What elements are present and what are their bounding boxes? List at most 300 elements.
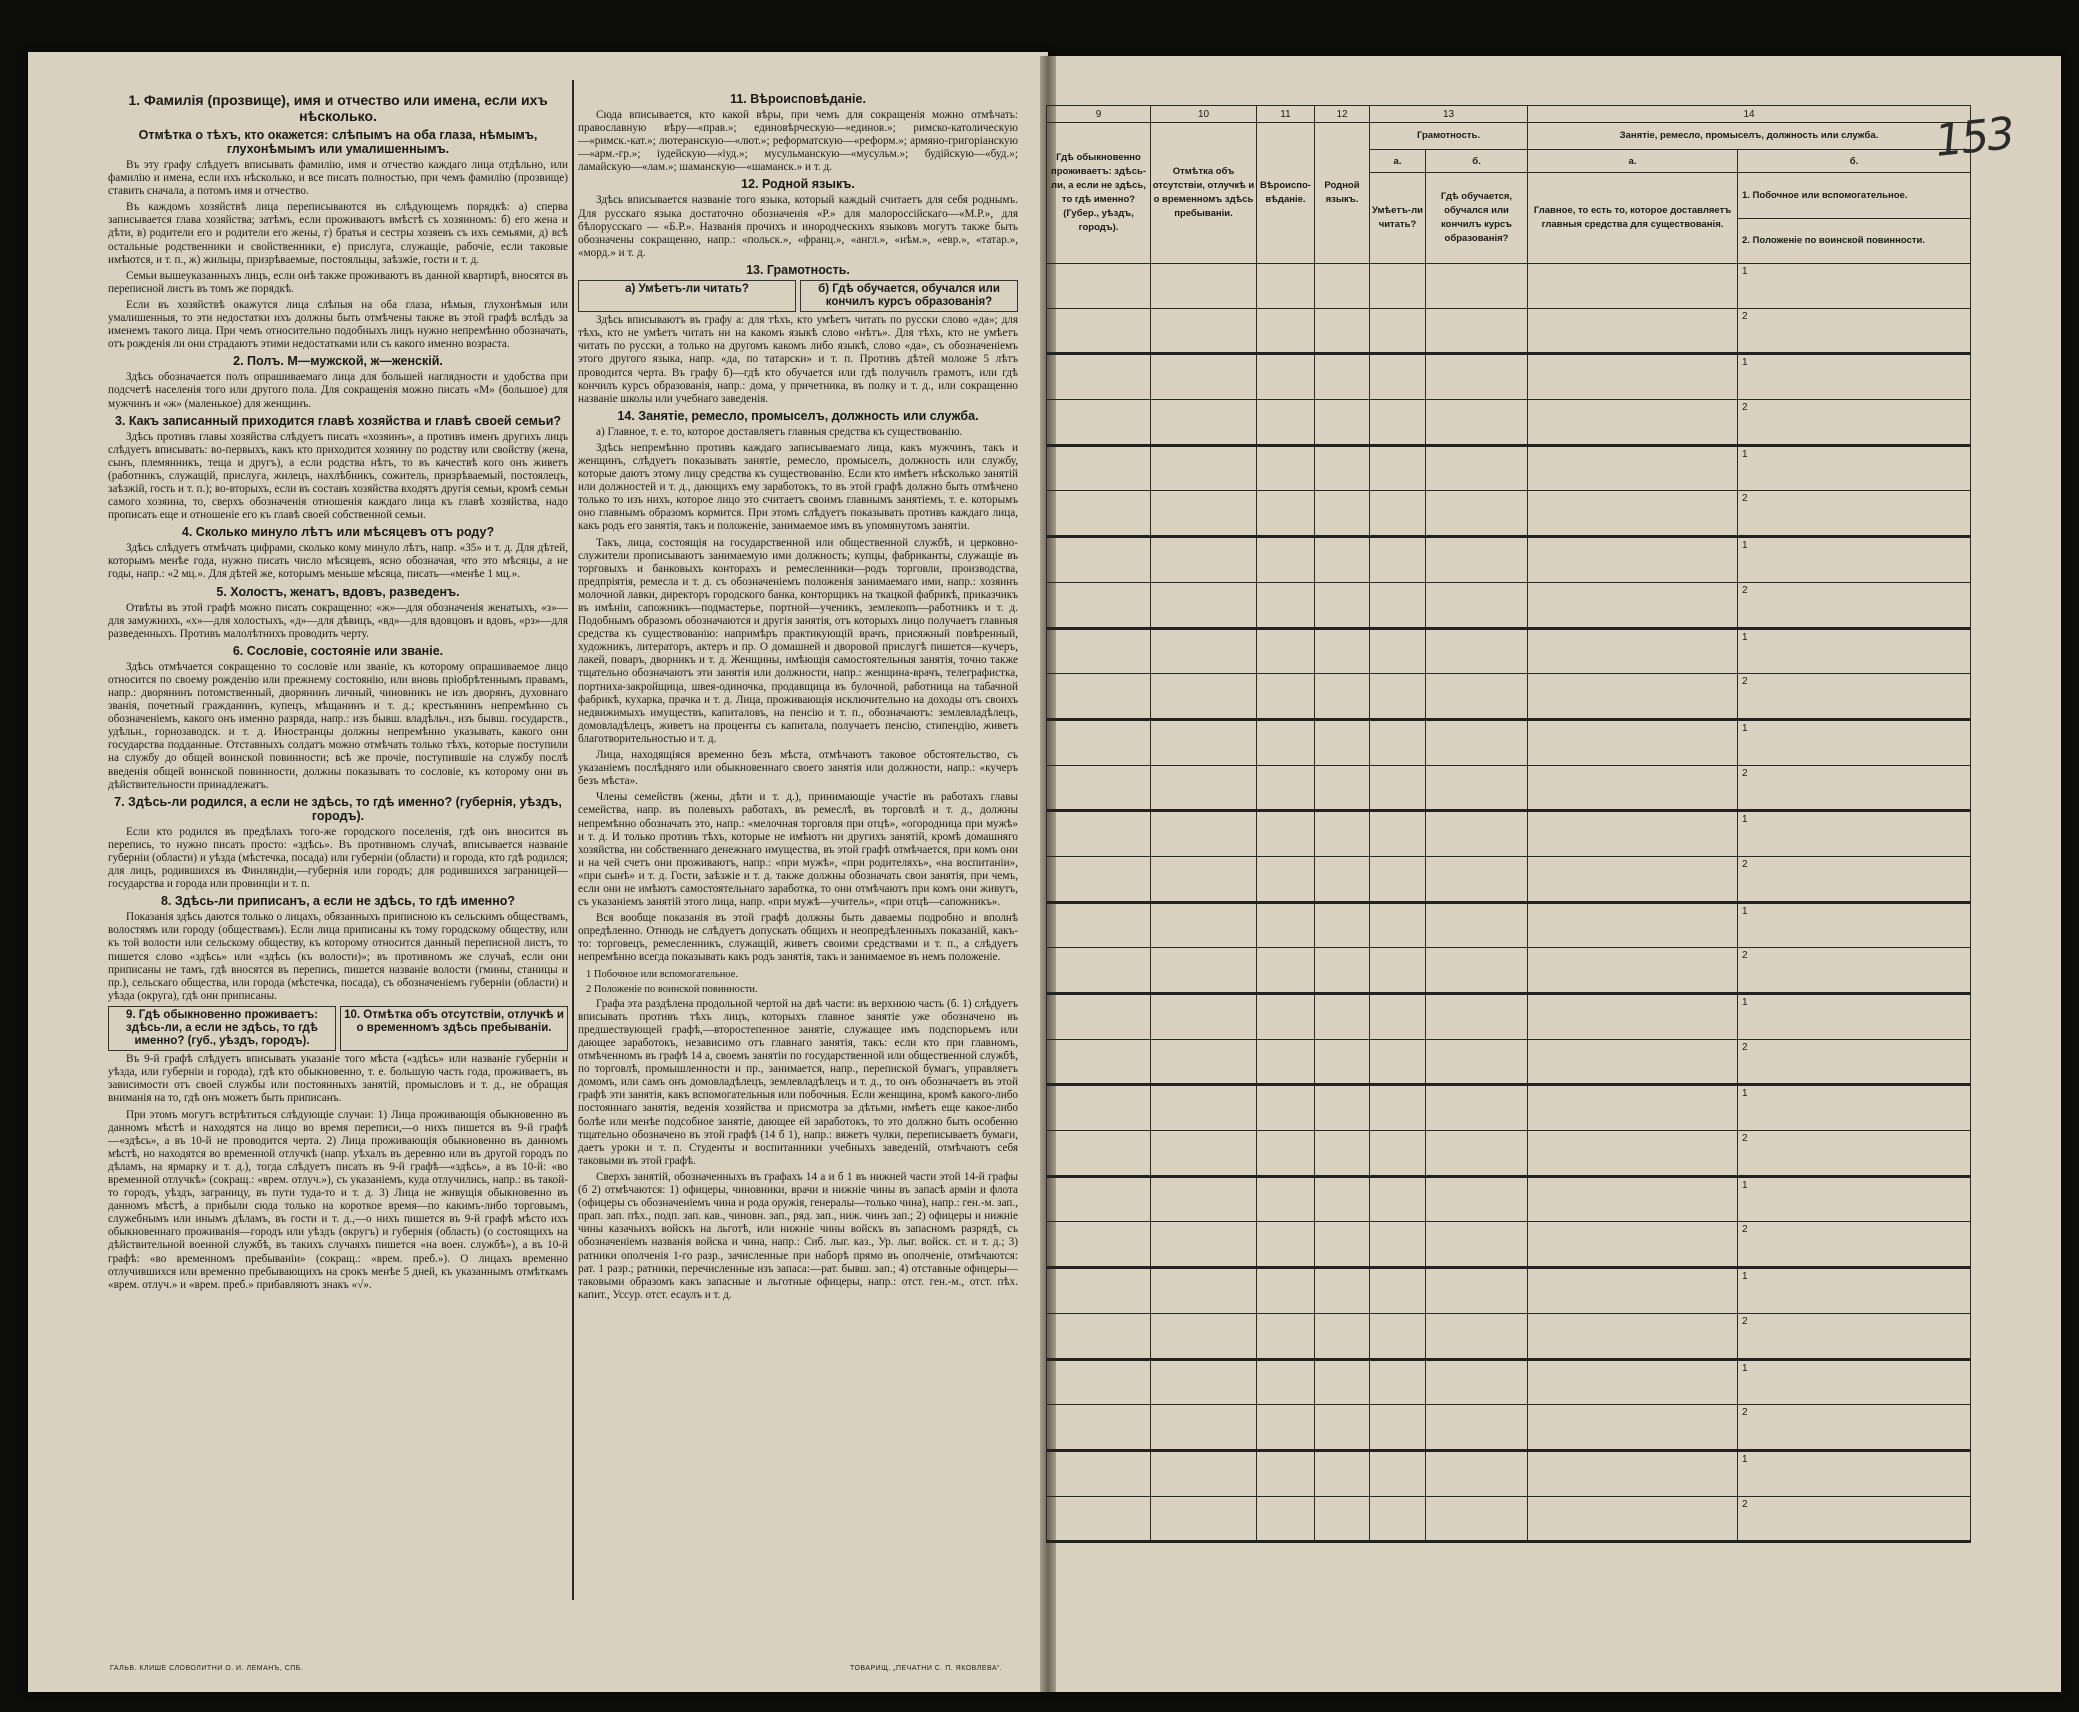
form-entry-cell[interactable]	[1426, 1313, 1528, 1359]
census-row	[1047, 308, 1971, 354]
form-entry-cell[interactable]	[1426, 811, 1528, 857]
census-row	[1047, 719, 1971, 765]
form-entry-cell[interactable]	[1315, 1313, 1370, 1359]
form-entry-cell[interactable]	[1151, 1131, 1257, 1177]
section-2-title: 2. Полъ. М—мужской, ж—женскій.	[233, 354, 443, 369]
census-row	[1047, 765, 1971, 811]
form-entry-cell[interactable]	[1426, 628, 1528, 674]
form-entry-cell[interactable]	[1528, 354, 1738, 400]
form-entry-cell[interactable]	[1426, 1176, 1528, 1222]
row-mark-cell[interactable]: 1	[1738, 1176, 1971, 1222]
form-entry-cell[interactable]	[1370, 719, 1426, 765]
row-mark-cell[interactable]: 2	[1738, 1222, 1971, 1268]
row-mark-cell[interactable]: 2	[1738, 1496, 1971, 1542]
form-entry-cell[interactable]	[1370, 582, 1426, 628]
row-mark-cell[interactable]: 2	[1738, 582, 1971, 628]
section-14b1-label: 1 Побочное или вспомогательное.	[586, 968, 739, 980]
form-entry-cell[interactable]	[1047, 1039, 1151, 1085]
census-row	[1047, 1085, 1971, 1131]
census-row	[1047, 628, 1971, 674]
form-entry-cell[interactable]	[1151, 856, 1257, 902]
header-14b-letter: б.	[1738, 150, 1971, 173]
form-entry-cell[interactable]	[1426, 1131, 1528, 1177]
form-entry-cell[interactable]	[1315, 1039, 1370, 1085]
census-row	[1047, 1176, 1971, 1222]
form-entry-cell[interactable]	[1151, 1085, 1257, 1131]
form-entry-cell[interactable]	[1426, 674, 1528, 720]
census-row	[1047, 491, 1971, 537]
section-8-title: 8. Здѣсь-ли приписанъ, а если не здѣсь, то гдѣ именно?	[160, 894, 516, 909]
form-entry-cell[interactable]	[1315, 1085, 1370, 1131]
form-entry-cell[interactable]	[1528, 628, 1738, 674]
census-row	[1047, 1496, 1971, 1542]
section-14-paragraph: Вся вообще показанія въ этой графѣ должны быть даваемы подробно и вполнѣ опредѣленно. Отнюдь не слѣдуетъ допускать общихъ и неопредѣленныхъ показаній, какъ-то: торговецъ, ремесленникъ, служащій, живетъ своими средствами и т. п., а слѣдуетъ непремѣнно всегда показывать какъ родъ занятія, такъ и занимаемое въ немъ положеніе.	[578, 912, 1018, 964]
form-entry-cell[interactable]	[1047, 537, 1151, 583]
section-13a-title: а) Умѣетъ-ли читать?	[578, 280, 796, 312]
form-entry-cell[interactable]	[1047, 948, 1151, 994]
census-row	[1047, 1359, 1971, 1405]
section-1-paragraph: Въ каждомъ хозяйствѣ лица переписываются въ слѣдующемъ порядкѣ: а) сперва записывается глава хозяйства; затѣмъ, если проживаютъ вмѣстѣ съ хозяиномъ: б) его жена и дѣти, в) родители его и родители его жены, г) братья и сестры хозяевъ съ ихъ семьями, д) всѣ остальные родственники и свойственники, е) прислуга, служащіе, рабочіе, если таковые имѣются, и т. п., ж) жильцы, призрѣваемые, постояльцы, заѣзжіе, гости и т. д.	[108, 201, 568, 266]
form-entry-cell[interactable]	[1257, 1176, 1315, 1222]
header-13b-letter: б.	[1426, 150, 1528, 173]
form-entry-cell[interactable]	[1257, 1450, 1315, 1496]
row-mark-cell[interactable]: 1	[1738, 719, 1971, 765]
column-number: 11	[1257, 106, 1315, 123]
row-mark-cell[interactable]: 2	[1738, 1405, 1971, 1451]
form-entry-cell[interactable]	[1528, 1039, 1738, 1085]
header-13a-letter: а.	[1370, 150, 1426, 173]
census-row	[1047, 1131, 1971, 1177]
form-entry-cell[interactable]	[1315, 811, 1370, 857]
form-entry-cell[interactable]	[1151, 400, 1257, 446]
row-mark-cell[interactable]: 1	[1738, 1085, 1971, 1131]
column-number-row	[1047, 106, 1971, 123]
form-entry-cell[interactable]	[1370, 354, 1426, 400]
form-entry-cell[interactable]	[1257, 354, 1315, 400]
printer-credit-left: ГАЛЬВ. КЛИШЕ СЛОВОЛИТНИ О. И. ЛЕМАНЪ, СПБ.	[110, 1665, 304, 1672]
form-entry-cell[interactable]	[1315, 1176, 1370, 1222]
form-entry-cell[interactable]	[1257, 264, 1315, 309]
row-mark-cell[interactable]: 2	[1738, 948, 1971, 994]
form-entry-cell[interactable]	[1047, 1268, 1151, 1314]
form-entry-cell[interactable]	[1257, 765, 1315, 811]
census-form-table	[1046, 105, 1971, 1543]
census-row	[1047, 994, 1971, 1040]
form-entry-cell[interactable]	[1151, 1176, 1257, 1222]
section-2-paragraph: Здѣсь обозначается полъ опрашиваемаго лица для большей наглядности и удобства при подсчетѣ населенія того или другого пола. Для сокращенія можно писать «М» (большое) для мужчинъ и «ж» (маленькое) для женщинъ.	[108, 371, 568, 410]
section-12-title: 12. Родной языкъ.	[741, 177, 855, 192]
form-entry-cell[interactable]	[1257, 902, 1315, 948]
section-9-title: 9. Гдѣ обыкновенно проживаетъ: здѣсь-ли, а если не здѣсь, то гдѣ именно? (губ., уѣздъ, городъ).	[108, 1006, 336, 1051]
form-entry-cell[interactable]	[1151, 308, 1257, 354]
row-mark-cell[interactable]: 1	[1738, 354, 1971, 400]
form-entry-cell[interactable]	[1370, 1085, 1426, 1131]
row-mark-cell[interactable]: 1	[1738, 445, 1971, 491]
form-entry-cell[interactable]	[1151, 354, 1257, 400]
form-entry-cell[interactable]	[1370, 264, 1426, 309]
section-9-paragraph: При этомъ могутъ встрѣтиться слѣдующіе случаи: 1) Лица проживающія обыкновенно въ данномъ мѣстѣ и находятся на лицо во время переписи,—о нихъ пишется въ 9-й графѣ—«здѣсь», а въ 10-й не проводится черта. 2) Лица проживающія обыкновенно въ данномъ мѣстѣ, но находятся во временной отлучкѣ (напр. уѣхалъ въ деревню или въ другой городъ по дѣламъ, на ярмарку и т. д.), тогда слѣдуетъ писать въ 9-й графѣ—«здѣсь», а въ 10-й: «во временной отлучкѣ» (сокращ.: «врем. отлуч.»), съ указаніемъ, куда отлучились, напр.: въ такой-то городъ, уѣздъ, заграницу, въ пути туда-то и т. д. 3) Лица не живущія обыкновенно въ данномъ мѣстѣ, а прибыли сюда только на короткое время—по какимъ-либо торговымъ, служебнымъ или инымъ дѣламъ, въ гости и т. д.,—о нихъ пишется въ 9-й графѣ мѣсто ихъ обыкновеннаго проживанія—городъ или уѣздъ (округъ) и губернія (область) (о состоящихъ на дѣйствительной военной службѣ, въ такихъ случаяхъ пишется «на воен. службѣ»), а въ 10-й графѣ: «во временномъ пребываніи» (сокращ.: «врем. преб.»). О лицахъ временно отлучившихся или временно пребывающихъ на срокъ менѣе 5 дней, къ указаннымъ отмѣткамъ «врем. отлуч.» и «врем. преб.» прибавляютъ знакъ «√».	[108, 1108, 568, 1291]
form-entry-cell[interactable]	[1047, 445, 1151, 491]
form-entry-cell[interactable]	[1370, 1131, 1426, 1177]
form-entry-cell[interactable]	[1426, 1496, 1528, 1542]
form-entry-cell[interactable]	[1315, 491, 1370, 537]
form-entry-cell[interactable]	[1426, 400, 1528, 446]
form-entry-cell[interactable]	[1257, 856, 1315, 902]
form-entry-cell[interactable]	[1047, 582, 1151, 628]
instructions-left-column	[108, 90, 568, 1295]
form-entry-cell[interactable]	[1047, 628, 1151, 674]
form-entry-cell[interactable]	[1151, 537, 1257, 583]
section-4-paragraph: Здѣсь слѣдуетъ отмѣчать цифрами, сколько кому минуло лѣтъ, напр. «35» и т. д. Для дѣтей, которымъ менѣе года, нужно писать число мѣсяцевъ, ясно обозначая, что это мѣсяцы, а не годы, напр.: «2 мц.». Для дѣтей же, которымъ меньше мѣсяца, писать—«менѣе 1 мц.».	[108, 542, 568, 581]
section-1-title: 1. Фамилія (прозвище), имя и отчество или имена, если ихъ нѣсколько.	[128, 92, 548, 124]
form-entry-cell[interactable]	[1528, 400, 1738, 446]
form-entry-cell[interactable]	[1528, 1085, 1738, 1131]
form-entry-cell[interactable]	[1528, 1496, 1738, 1542]
form-entry-cell[interactable]	[1257, 445, 1315, 491]
form-entry-cell[interactable]	[1528, 1313, 1738, 1359]
form-entry-cell[interactable]	[1047, 1450, 1151, 1496]
form-entry-cell[interactable]	[1528, 1176, 1738, 1222]
form-entry-cell[interactable]	[1426, 1085, 1528, 1131]
census-row	[1047, 856, 1971, 902]
form-entry-cell[interactable]	[1426, 719, 1528, 765]
form-entry-cell[interactable]	[1151, 264, 1257, 309]
form-entry-cell[interactable]	[1528, 856, 1738, 902]
form-entry-cell[interactable]	[1370, 1176, 1426, 1222]
form-entry-cell[interactable]	[1047, 1313, 1151, 1359]
form-entry-cell[interactable]	[1151, 948, 1257, 994]
form-entry-cell[interactable]	[1426, 856, 1528, 902]
form-entry-cell[interactable]	[1047, 765, 1151, 811]
form-entry-cell[interactable]	[1370, 674, 1426, 720]
form-entry-cell[interactable]	[1426, 264, 1528, 309]
form-entry-cell[interactable]	[1315, 400, 1370, 446]
form-entry-cell[interactable]	[1528, 491, 1738, 537]
row-mark-cell[interactable]: 2	[1738, 1039, 1971, 1085]
form-entry-cell[interactable]	[1151, 1313, 1257, 1359]
form-entry-cell[interactable]	[1370, 1313, 1426, 1359]
column-number: 14	[1528, 106, 1971, 123]
form-entry-cell[interactable]	[1426, 1268, 1528, 1314]
form-entry-cell[interactable]	[1257, 1131, 1315, 1177]
form-entry-cell[interactable]	[1151, 994, 1257, 1040]
form-entry-cell[interactable]	[1315, 674, 1370, 720]
form-entry-cell[interactable]	[1528, 902, 1738, 948]
form-entry-cell[interactable]	[1370, 628, 1426, 674]
form-entry-cell[interactable]	[1370, 308, 1426, 354]
form-entry-cell[interactable]	[1426, 308, 1528, 354]
form-entry-cell[interactable]	[1151, 628, 1257, 674]
form-entry-cell[interactable]	[1047, 1496, 1151, 1542]
form-entry-cell[interactable]	[1257, 628, 1315, 674]
form-entry-cell[interactable]	[1370, 1359, 1426, 1405]
form-entry-cell[interactable]	[1426, 445, 1528, 491]
form-entry-cell[interactable]	[1315, 994, 1370, 1040]
row-mark-cell[interactable]: 1	[1738, 628, 1971, 674]
form-entry-cell[interactable]	[1426, 491, 1528, 537]
section-1-note: Отмѣтка о тѣхъ, кто окажется: слѣпымъ на оба глаза, нѣмымъ, глухонѣмымъ или умалишеннымъ.	[138, 128, 538, 156]
form-entry-cell[interactable]	[1370, 1405, 1426, 1451]
form-entry-cell[interactable]	[1528, 1405, 1738, 1451]
form-entry-cell[interactable]	[1370, 856, 1426, 902]
row-mark-cell[interactable]: 1	[1738, 537, 1971, 583]
form-entry-cell[interactable]	[1426, 354, 1528, 400]
form-entry-cell[interactable]	[1528, 264, 1738, 309]
column-heading-row	[1047, 123, 1971, 150]
form-entry-cell[interactable]	[1257, 491, 1315, 537]
row-mark-cell[interactable]: 1	[1738, 811, 1971, 857]
form-entry-cell[interactable]	[1426, 582, 1528, 628]
census-row	[1047, 811, 1971, 857]
printer-credit-right: ТОВАРИЩ. „ПЕЧАТНИ С. П. ЯКОВЛЕВА“.	[850, 1665, 1003, 1672]
form-entry-cell[interactable]	[1528, 811, 1738, 857]
form-entry-cell[interactable]	[1257, 948, 1315, 994]
form-entry-cell[interactable]	[1528, 674, 1738, 720]
form-entry-cell[interactable]	[1315, 628, 1370, 674]
census-row	[1047, 674, 1971, 720]
form-entry-cell[interactable]	[1528, 1268, 1738, 1314]
census-form-body	[1047, 264, 1971, 1542]
form-entry-cell[interactable]	[1151, 445, 1257, 491]
column-divider	[572, 80, 574, 1600]
census-row	[1047, 264, 1971, 309]
section-8-paragraph: Показанія здѣсь даются только о лицахъ, обязанныхъ приписною къ сельскимъ обществамъ, волостямъ или городу (обществамъ). Если лица приписаны къ тому городскому обществу, или къ той волости или сельскому обществу, къ которому относится данный переписной листъ, то пишется слово «здѣсь» или «здѣсь (къ волости)»; въ противномъ же случаѣ, если они приписаны не тамъ, гдѣ вносятся въ перепись, пишется названіе волости (гмины, станицы и пр.), сельскаго общества, или города (мѣстечка, посада), съ обозначеніемъ губерніи (области) и уѣзда (округа), гдѣ они приписаны.	[108, 911, 568, 1002]
form-entry-cell[interactable]	[1047, 856, 1151, 902]
form-entry-cell[interactable]	[1315, 719, 1370, 765]
form-entry-cell[interactable]	[1257, 1405, 1315, 1451]
form-entry-cell[interactable]	[1257, 1496, 1315, 1542]
form-entry-cell[interactable]	[1151, 674, 1257, 720]
form-entry-cell[interactable]	[1257, 1313, 1315, 1359]
form-entry-cell[interactable]	[1528, 719, 1738, 765]
form-entry-cell[interactable]	[1047, 400, 1151, 446]
form-entry-cell[interactable]	[1151, 1450, 1257, 1496]
header-education: Гдѣ обучается, обучался или кончилъ курсъ образованія?	[1426, 173, 1528, 264]
form-entry-cell[interactable]	[1151, 1405, 1257, 1451]
form-entry-cell[interactable]	[1047, 264, 1151, 309]
form-entry-cell[interactable]	[1257, 582, 1315, 628]
form-entry-cell[interactable]	[1315, 902, 1370, 948]
form-entry-cell[interactable]	[1047, 811, 1151, 857]
form-entry-cell[interactable]	[1047, 1405, 1151, 1451]
census-row	[1047, 445, 1971, 491]
column-number: 10	[1151, 106, 1257, 123]
form-entry-cell[interactable]	[1151, 1039, 1257, 1085]
form-entry-cell[interactable]	[1151, 1359, 1257, 1405]
census-row	[1047, 537, 1971, 583]
header-can-read: Умѣетъ-ли читать?	[1370, 173, 1426, 264]
row-mark-cell[interactable]: 1	[1738, 902, 1971, 948]
census-row	[1047, 948, 1971, 994]
form-entry-cell[interactable]	[1257, 537, 1315, 583]
form-entry-cell[interactable]	[1315, 948, 1370, 994]
form-entry-cell[interactable]	[1047, 902, 1151, 948]
form-entry-cell[interactable]	[1370, 948, 1426, 994]
form-entry-cell[interactable]	[1151, 902, 1257, 948]
form-entry-cell[interactable]	[1370, 811, 1426, 857]
section-13-title: 13. Грамотность.	[746, 262, 850, 277]
form-entry-cell[interactable]	[1257, 1359, 1315, 1405]
form-entry-cell[interactable]	[1370, 1268, 1426, 1314]
form-entry-cell[interactable]	[1047, 491, 1151, 537]
form-entry-cell[interactable]	[1151, 582, 1257, 628]
form-entry-cell[interactable]	[1047, 1222, 1151, 1268]
row-mark-cell[interactable]: 2	[1738, 765, 1971, 811]
form-entry-cell[interactable]	[1315, 1496, 1370, 1542]
section-14b2-label: 2 Положеніе по воинской повинности.	[586, 983, 758, 995]
header-native-language: Родной языкъ.	[1315, 123, 1370, 264]
form-entry-cell[interactable]	[1315, 1450, 1370, 1496]
form-entry-cell[interactable]	[1257, 1085, 1315, 1131]
form-entry-cell[interactable]	[1257, 674, 1315, 720]
form-entry-cell[interactable]	[1315, 765, 1370, 811]
form-entry-cell[interactable]	[1315, 1359, 1370, 1405]
section-10-title: 10. Отмѣтка объ отсутствіи, отлучкѣ и о временномъ здѣсь пребываніи.	[340, 1006, 568, 1051]
form-entry-cell[interactable]	[1047, 1359, 1151, 1405]
form-entry-cell[interactable]	[1257, 811, 1315, 857]
row-mark-cell[interactable]: 2	[1738, 1131, 1971, 1177]
form-entry-cell[interactable]	[1315, 354, 1370, 400]
form-entry-cell[interactable]	[1315, 445, 1370, 491]
form-entry-cell[interactable]	[1528, 1131, 1738, 1177]
form-entry-cell[interactable]	[1370, 445, 1426, 491]
header-14b2: 2. Положеніе по воинской повинности.	[1742, 234, 1926, 246]
form-entry-cell[interactable]	[1426, 1222, 1528, 1268]
form-entry-cell[interactable]	[1257, 308, 1315, 354]
census-row	[1047, 1268, 1971, 1314]
form-entry-cell[interactable]	[1151, 1222, 1257, 1268]
form-entry-cell[interactable]	[1315, 856, 1370, 902]
form-entry-cell[interactable]	[1370, 1039, 1426, 1085]
form-entry-cell[interactable]	[1528, 537, 1738, 583]
form-entry-cell[interactable]	[1528, 1359, 1738, 1405]
section-1-paragraph: Если въ хозяйствѣ окажутся лица слѣпыя на оба глаза, нѣмыя, глухонѣмыя или умалишенныя, то эти недостатки ихъ должны быть отмѣчены также въ этой графѣ вслѣдъ за именемъ такого лица. При чемъ относительно подобныхъ лицъ нужно непремѣнно обозначать, отъ рожденія ли они страдаютъ этими недостатками или съ какого именно возраста.	[108, 298, 568, 351]
section-13-paragraph: Здѣсь вписываютъ въ графу а: для тѣхъ, кто умѣетъ читать по русски слово «да»; для тѣхъ, кто не умѣетъ читать ни на какомъ языкѣ слово «нѣтъ». Для тѣхъ, кто не умѣетъ читать по русски, а только на другомъ какомъ либо языкѣ, слово «да», съ обозначеніемъ этого другого языка, напр. «да, по татарски» и т. п. Противъ дѣтей моложе 5 лѣтъ проводится черта. Въ графу б)—гдѣ кто обучается или гдѣ получилъ грамотъ, или гдѣ кончилъ курсъ образованія, напр.: дома, у причетника, въ полку и т. д., или сокращенно названіе школы или учебнаго заведенія.	[578, 314, 1018, 405]
form-entry-cell[interactable]	[1528, 948, 1738, 994]
form-entry-cell[interactable]	[1315, 1268, 1370, 1314]
census-row	[1047, 1450, 1971, 1496]
row-mark-cell[interactable]: 2	[1738, 856, 1971, 902]
row-mark-cell[interactable]: 2	[1738, 1313, 1971, 1359]
form-entry-cell[interactable]	[1151, 1268, 1257, 1314]
form-entry-cell[interactable]	[1370, 491, 1426, 537]
row-mark-cell[interactable]: 2	[1738, 400, 1971, 446]
census-row	[1047, 354, 1971, 400]
form-entry-cell[interactable]	[1370, 994, 1426, 1040]
section-14-paragraph: Здѣсь непремѣнно противъ каждаго записываемаго лица, какъ мужчинъ, такъ и женщинъ, слѣдуетъ показывать занятіе, ремесло, промыселъ, должность или службу, которые даютъ этому лицу средства къ существованію. Если кто имѣетъ нѣсколько занятій или должностей и т. д., дающихъ ему заработокъ, то въ этой графѣ должно быть отмѣчено только то изъ нихъ, которое лицо это считаетъ своимъ главнымъ занятіемъ, т. е. которымъ оно главнымъ образомъ кормится. При этомъ слѣдуетъ показывать противъ каждаго лица, какъ родъ его занятія, такъ и положеніе, занимаемое имъ въ упомянутомъ занятіи.	[578, 441, 1018, 533]
form-entry-cell[interactable]	[1257, 1222, 1315, 1268]
form-entry-cell[interactable]	[1047, 1176, 1151, 1222]
form-entry-cell[interactable]	[1426, 1039, 1528, 1085]
section-14-subtitle: а) Главное, т. е. то, которое доставляетъ главныя средства къ существованію.	[596, 425, 963, 438]
form-entry-cell[interactable]	[1528, 1450, 1738, 1496]
row-mark-cell[interactable]: 2	[1738, 674, 1971, 720]
census-row	[1047, 1313, 1971, 1359]
section-5-paragraph: Отвѣты въ этой графѣ можно писать сокращенно: «ж»—для обозначенія женатыхъ, «з»—для замужнихъ, «х»—для холостыхъ, «д»—для дѣвицъ, «вд»—для вдовцовъ и вдовъ, «рз»—для разведенныхъ. Противъ малолѣтнихъ проводить черту.	[108, 601, 568, 640]
form-entry-cell[interactable]	[1151, 765, 1257, 811]
section-1-paragraph: Семьи вышеуказанныхъ лицъ, если онѣ также проживаютъ въ данной квартирѣ, вносятся въ переписной листъ въ томъ же порядкѣ.	[108, 269, 568, 295]
form-entry-cell[interactable]	[1528, 308, 1738, 354]
form-entry-cell[interactable]	[1528, 582, 1738, 628]
form-entry-cell[interactable]	[1257, 1268, 1315, 1314]
form-entry-cell[interactable]	[1315, 1222, 1370, 1268]
form-entry-cell[interactable]	[1370, 537, 1426, 583]
row-mark-cell[interactable]: 1	[1738, 264, 1971, 309]
form-entry-cell[interactable]	[1047, 674, 1151, 720]
row-mark-cell[interactable]: 1	[1738, 994, 1971, 1040]
row-mark-cell[interactable]: 2	[1738, 491, 1971, 537]
form-entry-cell[interactable]	[1426, 994, 1528, 1040]
form-entry-cell[interactable]	[1315, 1131, 1370, 1177]
form-entry-cell[interactable]	[1426, 537, 1528, 583]
form-entry-cell[interactable]	[1151, 491, 1257, 537]
form-entry-cell[interactable]	[1528, 765, 1738, 811]
form-entry-cell[interactable]	[1370, 902, 1426, 948]
form-entry-cell[interactable]	[1315, 308, 1370, 354]
row-mark-cell[interactable]: 2	[1738, 308, 1971, 354]
form-entry-cell[interactable]	[1370, 1222, 1426, 1268]
form-entry-cell[interactable]	[1315, 264, 1370, 309]
form-entry-cell[interactable]	[1370, 1496, 1426, 1542]
form-entry-cell[interactable]	[1528, 1222, 1738, 1268]
form-entry-cell[interactable]	[1426, 1450, 1528, 1496]
section-14-paragraph: Такъ, лица, состоящія на государственной или общественной службѣ, и церковно-служители прописываютъ занимаемую ими должность; купцы, фабриканты, служащіе въ торговыхъ и банковыхъ конторахъ и ремесленники—родъ торговли, производства, предпріятія, ремесла и т. д. съ обозначеніемъ положенія занимаемаго ими, напр.: хозяинъ молочной лавки, директоръ городского банка, конторщикъ на ткацкой фабрикѣ, приказчикъ въ имѣніи, сапожникъ—подмастерье, портной—ученикъ, землекопъ—работникъ и т. д. Подобнымъ образомъ обозначаются и другія занятія, отъ которыхъ лицо получаетъ главныя средства къ существованію: напримѣръ практикующій врачъ, присяжный повѣренный, художникъ, литераторъ, актеръ и пр. О домашней и дворовой прислугѣ пишется—кучеръ, лакей, поваръ, дворникъ и т. д. Женщины, имѣющія самостоятельныя занятія, точно также тщательно обозначаютъ эти занятія или должности, напр.: женщина-врачъ, телеграфистка, портниха-закройщица, швея-одиночка, продавщица въ булочной, работница на табачной фабрикѣ, кухарка, прачка и т. д. Лица, проживающія исключительно на доходы отъ своихъ недвижимыхъ имуществъ, капиталовъ, на пенсію и т. п., обозначаютъ: землевладѣлецъ, домовладѣлецъ, живетъ на проценты съ капитала, получаетъ пенсію, стипендію, живетъ благотворительностью и т. д.	[578, 536, 1018, 745]
handwritten-page-number: 153	[1932, 108, 2016, 167]
census-row	[1047, 400, 1971, 446]
form-entry-cell[interactable]	[1151, 719, 1257, 765]
form-entry-cell[interactable]	[1151, 811, 1257, 857]
form-entry-cell[interactable]	[1257, 994, 1315, 1040]
row-mark-cell[interactable]: 1	[1738, 1359, 1971, 1405]
header-occupation: Занятіе, ремесло, промыселъ, должность или служба.	[1528, 123, 1971, 150]
form-entry-cell[interactable]	[1047, 719, 1151, 765]
form-entry-cell[interactable]	[1315, 582, 1370, 628]
form-entry-cell[interactable]	[1370, 400, 1426, 446]
row-mark-cell[interactable]: 1	[1738, 1268, 1971, 1314]
section-14-paragraph: Члены семействъ (жены, дѣти и т. д.), принимающіе участіе въ работахъ главы семейства, напр. въ полевыхъ работахъ, въ ремеслѣ, въ торговлѣ и т. д., должны непремѣнно обозначать это, напр.: «мелочная торговля при отцѣ», «огородница при мужѣ» и т. д. И только противъ тѣхъ, которые не имѣютъ ни другихъ занятій, кромѣ домашняго хозяйства, ни собственнаго денежнаго имущества, въ этой графѣ отмѣчается, при комъ они и на чей счетъ они проживаютъ, напр.: «при мужѣ», «при родителяхъ», «на воспитаніи», «при сынѣ» и т. д. Гости, заѣзжіе и т. д. также должны обозначать свои занятія, при чемъ, если они не имѣютъ самостоятельнаго заработка, то они отмѣчаютъ при комъ они живутъ, съ указаніемъ занятій этого лица, напр. «при мужѣ—учитель», «при отцѣ—сапожникъ».	[578, 791, 1018, 909]
form-entry-cell[interactable]	[1257, 1039, 1315, 1085]
form-entry-cell[interactable]	[1528, 994, 1738, 1040]
form-entry-cell[interactable]	[1370, 765, 1426, 811]
form-entry-cell[interactable]	[1047, 1085, 1151, 1131]
form-entry-cell[interactable]	[1426, 765, 1528, 811]
form-entry-cell[interactable]	[1315, 537, 1370, 583]
section-13b-title: б) Гдѣ обучается, обучался или кончилъ курсъ образованія?	[800, 280, 1018, 312]
form-entry-cell[interactable]	[1047, 354, 1151, 400]
form-entry-cell[interactable]	[1528, 445, 1738, 491]
form-entry-cell[interactable]	[1426, 1405, 1528, 1451]
section-14b-paragraph: Графа эта раздѣлена продольной чертой на двѣ части: въ верхнюю часть (б. 1) слѣдуетъ вписывать противъ тѣхъ лицъ, которыхъ главное занятіе уже обозначено въ предшествующей графѣ,—второстепенное занятіе, служащее имъ подспорьемъ или дающее заработокъ, независимо отъ главнаго занятія, такъ: если кто при главномъ, отмѣченномъ въ графѣ 14 а, своемъ занятіи по государственной или общественной службѣ, по торговлѣ, промышленности и пр., занимается, напр., перепиской бумагъ, управляетъ домомъ, или самъ онъ домовладѣлецъ, землевладѣлецъ и т. д., то онъ обозначаетъ въ этой графѣ эти занятія, какъ вспомогательныя или побочныя. Если женщина, кромѣ какого-либо постояннаго занятія, веденія хозяйства и присмотра за дѣтьми, имѣетъ еще какое-либо болѣе или менѣе подсобное занятіе, дающее ей заработокъ, то это должно быть особенно тщательно обозначено въ этой графѣ (14 б 1), напр.: вяжетъ чулки, переписываетъ бумаги, даетъ уроки и т. п. Студенты и воспитанники учебныхъ заведеній, отмѣчаютъ себя таковыми въ этой графѣ.	[578, 997, 1018, 1167]
header-main-occupation: Главное, то есть то, которое доставляетъ главныя средства для существованія.	[1528, 173, 1738, 264]
form-entry-cell[interactable]	[1257, 719, 1315, 765]
column-number: 12	[1315, 106, 1370, 123]
form-entry-cell[interactable]	[1370, 1450, 1426, 1496]
instructions-right-column	[578, 90, 1018, 1305]
form-entry-cell[interactable]	[1426, 948, 1528, 994]
form-entry-cell[interactable]	[1426, 1359, 1528, 1405]
section-1-paragraph: Въ эту графу слѣдуетъ вписывать фамилію, имя и отчество каждаго лица отдѣльно, или фамилію и имена, если ихъ нѣсколько, и все писать полностью, при чемъ фамилію (прозвище) ставить сначала, а потомъ имя и отчество.	[108, 159, 568, 198]
form-entry-cell[interactable]	[1151, 1496, 1257, 1542]
form-entry-cell[interactable]	[1047, 994, 1151, 1040]
form-entry-cell[interactable]	[1426, 902, 1528, 948]
form-entry-cell[interactable]	[1257, 400, 1315, 446]
section-12-paragraph: Здѣсь вписывается названіе того языка, который каждый считаетъ для себя роднымъ. Для русскаго языка достаточно обозначенія «Р.» для малороссійскаго—«М.Р.», для бѣлорусскаго — «Б.Р.». Названія прочихъ и инородческихъ языковъ могутъ также быть обозначены сокращенно, напр.: «польск.», «франц.», «англ.», «нѣм.», «евр.», «татар.», «морд.» и т. д.	[578, 194, 1018, 259]
row-mark-cell[interactable]: 1	[1738, 1450, 1971, 1496]
section-11-paragraph: Сюда вписывается, кто какой вѣры, при чемъ для сокращенія можно отмѣчать: православную вѣру—«прав.»; единовѣрческую—«единов.»; римско-католическую—«римск.-кат.»; лютеранскую—«лют.»; реформатскую—«реформ.»; армяно-григоріанскую—«арм.-гр.»; іудейскую—«іуд.»; мусульманскую—«мусульм.»; будійскую—«буд.»; ламайскую—«лам.»; шаманскую—«шаманск.» и т. д.	[578, 109, 1018, 174]
form-entry-cell[interactable]	[1047, 1131, 1151, 1177]
form-entry-cell[interactable]	[1047, 308, 1151, 354]
form-entry-cell[interactable]	[1315, 1405, 1370, 1451]
